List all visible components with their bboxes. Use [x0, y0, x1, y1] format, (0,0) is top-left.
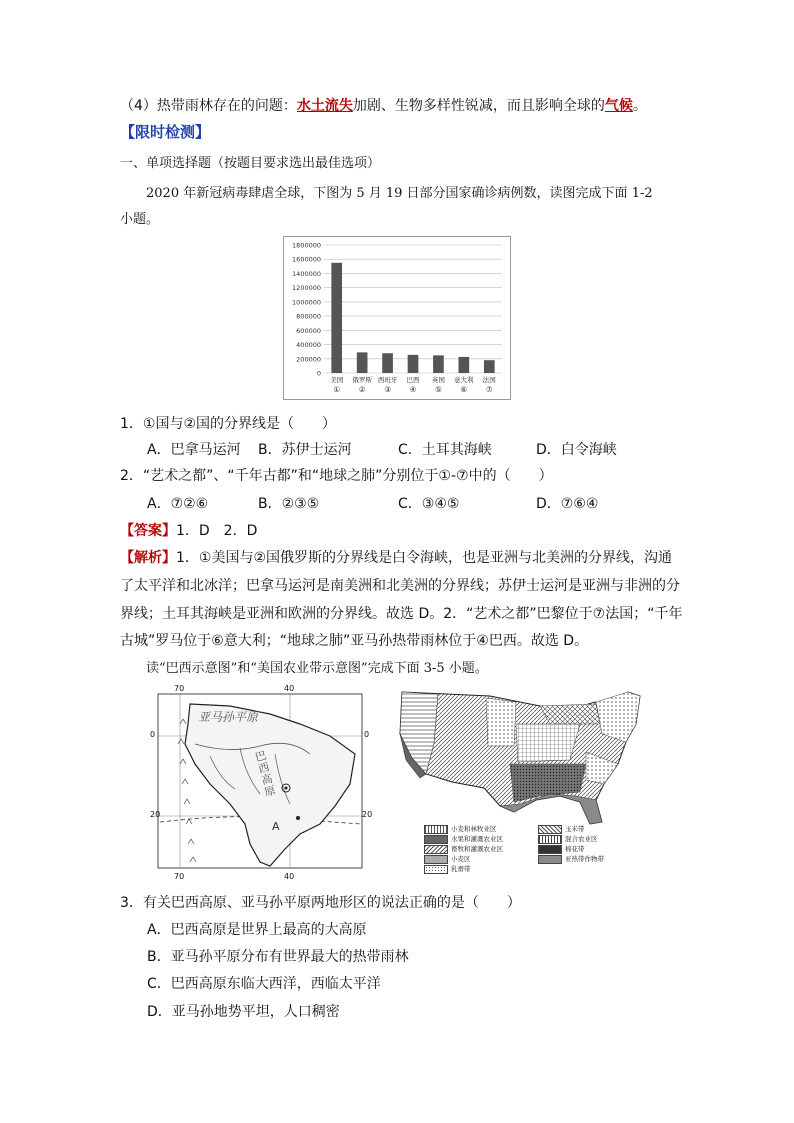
analysis-line-1 — [120, 548, 672, 568]
legend-item — [424, 844, 538, 854]
analysis-line-4: 古城”罗马位于⑥意大利；“地球之肺”亚马孙热带雨林位于④巴西。故选 D。 — [120, 633, 589, 649]
brazil-lat-label-right-2: 20 — [362, 810, 373, 819]
q1-option-c[interactable]: C．土耳其海峡 — [398, 442, 492, 458]
brazil-map — [150, 684, 372, 884]
brazil-lon-label-top-left: 70 — [174, 684, 185, 693]
answer-text: 1．D 2．D — [176, 523, 258, 539]
y-tick-label: 600000 — [296, 326, 321, 335]
brazil-lon-label-bottom-left: 70 — [174, 872, 185, 881]
legend-item — [424, 864, 538, 874]
q1-option-a[interactable]: A．巴拿马运河 — [147, 442, 241, 458]
legend-swatch — [424, 845, 448, 854]
legend-label: 畜牧和灌溉农业区 — [451, 845, 503, 853]
legend-label: 乳畜带 — [451, 865, 471, 873]
x-tick-label: 法国 — [482, 376, 496, 384]
legend-label: 小麦和林牧业区 — [451, 825, 497, 833]
q3-option-b[interactable]: B．亚马孙平原分布有世界最大的热带雨林 — [147, 949, 409, 965]
y-tick-label: 0 — [316, 369, 321, 378]
y-tick-label: 400000 — [296, 341, 321, 350]
legend-label: 玉米带 — [565, 825, 585, 833]
answer-label: 【答案】 — [120, 523, 176, 539]
q2-option-b[interactable]: B．②③⑤ — [258, 496, 320, 512]
x-tick-marker: ① — [333, 385, 341, 394]
analysis-text-1: 1．①美国与②国俄罗斯的分界线是白令海峡，也是亚洲与北美洲的分界线，沟通 — [176, 550, 673, 566]
section4-mid: 加剧、生物多样性锐减，而且影响全球的 — [352, 98, 605, 114]
keyword-climate: 气候 — [604, 98, 633, 114]
section4-prefix: （4）热带雨林存在的问题： — [120, 98, 297, 114]
point-a-label: A — [272, 820, 280, 833]
x-tick-label: 英国 — [431, 376, 445, 384]
legend-label: 亚热带作物带 — [565, 855, 604, 863]
q1-option-d[interactable]: D．白令海峡 — [536, 442, 617, 458]
brazil-lat-label-left-2: 20 — [150, 810, 161, 819]
legend-swatch — [424, 825, 448, 834]
legend-swatch — [538, 855, 562, 864]
x-tick-marker: ⑥ — [460, 385, 468, 394]
q1-option-b[interactable]: B．苏伊士运河 — [258, 442, 352, 458]
x-tick-label: 美国 — [330, 376, 344, 384]
y-tick-label: 200000 — [296, 355, 321, 364]
legend-swatch — [424, 835, 448, 844]
legend-label: 棉花带 — [565, 845, 585, 853]
q2-option-a[interactable]: A．⑦②⑥ — [147, 496, 209, 512]
q3-option-a[interactable]: A．巴西高原是世界上最高的大高原 — [147, 922, 367, 938]
analysis-line-3: 界线；土耳其海峡是亚洲和欧洲的分界线。故选 D。2．“艺术之都”巴黎位于⑦法国；“千年 — [120, 606, 683, 622]
q3-stem: 3．有关巴西高原、亚马孙平原两地形区的说法正确的是（ ） — [120, 895, 521, 911]
q2-stem: 2．“艺术之都”、“千年古都”和“地球之肺”分别位于①-⑦中的（ ） — [120, 468, 553, 484]
brazil-lat-label-left: 0 — [150, 730, 156, 739]
limit-test-heading: 【限时检测】 — [120, 123, 211, 141]
y-tick-label: 1000000 — [292, 298, 321, 307]
legend-swatch — [538, 825, 562, 834]
legend-label: 小麦区 — [451, 855, 471, 863]
bar — [484, 360, 495, 373]
legend-item — [424, 834, 538, 844]
q3-option-d[interactable]: D．亚马孙地势平坦，人口稠密 — [147, 1004, 340, 1020]
keyword-soil-erosion: 水土流失 — [296, 98, 353, 114]
x-tick-marker: ② — [358, 385, 366, 394]
bar — [357, 352, 368, 373]
legend-label: 混合农业区 — [565, 835, 598, 843]
legend-item — [538, 844, 652, 854]
bar — [433, 355, 444, 373]
brazil-map-svg — [150, 684, 372, 884]
x-tick-marker: ④ — [409, 385, 417, 394]
usa-agriculture-map — [390, 684, 658, 880]
intro1-line-a: 2020 年新冠病毒肆虐全球，下图为 5 月 19 日部分国家确诊病例数，读图完成下面 1-2 — [146, 186, 653, 201]
y-tick-label: 1200000 — [292, 284, 321, 293]
brazil-lon-label-top-right: 40 — [284, 684, 295, 693]
q2-option-c[interactable]: C．③④⑤ — [398, 496, 460, 512]
section4-end: 。 — [632, 98, 647, 114]
legend-swatch — [424, 855, 448, 864]
legend-swatch — [538, 835, 562, 844]
x-tick-label: 西班牙 — [377, 376, 398, 384]
x-tick-marker: ⑦ — [485, 385, 493, 394]
brazil-lon-label-bottom-right: 40 — [284, 872, 295, 881]
usa-map-legend — [424, 824, 658, 874]
section4-line — [120, 96, 647, 116]
x-tick-label: 巴西 — [406, 376, 420, 384]
part1-title: 一、单项选择题（按题目要求选出最佳选项） — [120, 156, 381, 171]
analysis-label: 【解析】 — [120, 550, 176, 566]
intro2-line: 读“巴西示意图”和“美国农业带示意图”完成下面 3-5 小题。 — [146, 661, 488, 676]
x-tick-label: 俄罗斯 — [352, 376, 372, 384]
covid-bar-chart — [283, 236, 511, 400]
bar-chart-svg — [284, 237, 510, 399]
legend-item — [424, 854, 538, 864]
amazon-plain-label: 亚马孙平原 — [198, 710, 259, 724]
bar — [459, 357, 470, 373]
legend-item — [538, 824, 652, 834]
y-tick-label: 1400000 — [292, 269, 321, 278]
q1-stem: 1．①国与②国的分界线是（ ） — [120, 416, 337, 432]
legend-item — [424, 824, 538, 834]
brazil-plateau-label: 巴西高原 — [253, 748, 278, 799]
x-tick-marker: ⑤ — [435, 385, 442, 394]
x-tick-label: 意大利 — [454, 376, 474, 384]
legend-swatch — [538, 845, 562, 854]
q3-option-c[interactable]: C．巴西高原东临大西洋，西临太平洋 — [147, 976, 381, 992]
legend-swatch — [424, 865, 448, 874]
y-tick-label: 1800000 — [292, 241, 321, 250]
q2-option-d[interactable]: D．⑦⑥④ — [536, 496, 599, 512]
legend-item — [538, 854, 652, 864]
y-tick-label: 1600000 — [292, 255, 321, 264]
legend-item — [538, 834, 652, 844]
intro1-line-b: 小题。 — [120, 212, 160, 227]
bar — [408, 355, 419, 373]
legend-label: 水果和灌溉农业区 — [451, 835, 503, 843]
analysis-line-2: 了太平洋和北冰洋；巴拿马运河是南美洲和北美洲的分界线；苏伊士运河是亚洲与非洲的分 — [120, 578, 680, 594]
bar — [331, 263, 342, 373]
answer-line — [120, 521, 257, 541]
y-tick-label: 800000 — [296, 312, 321, 321]
usa-map-svg — [390, 684, 658, 829]
x-tick-marker: ③ — [384, 385, 391, 394]
brazil-lat-label-right: 0 — [364, 730, 370, 739]
bar — [382, 353, 393, 373]
